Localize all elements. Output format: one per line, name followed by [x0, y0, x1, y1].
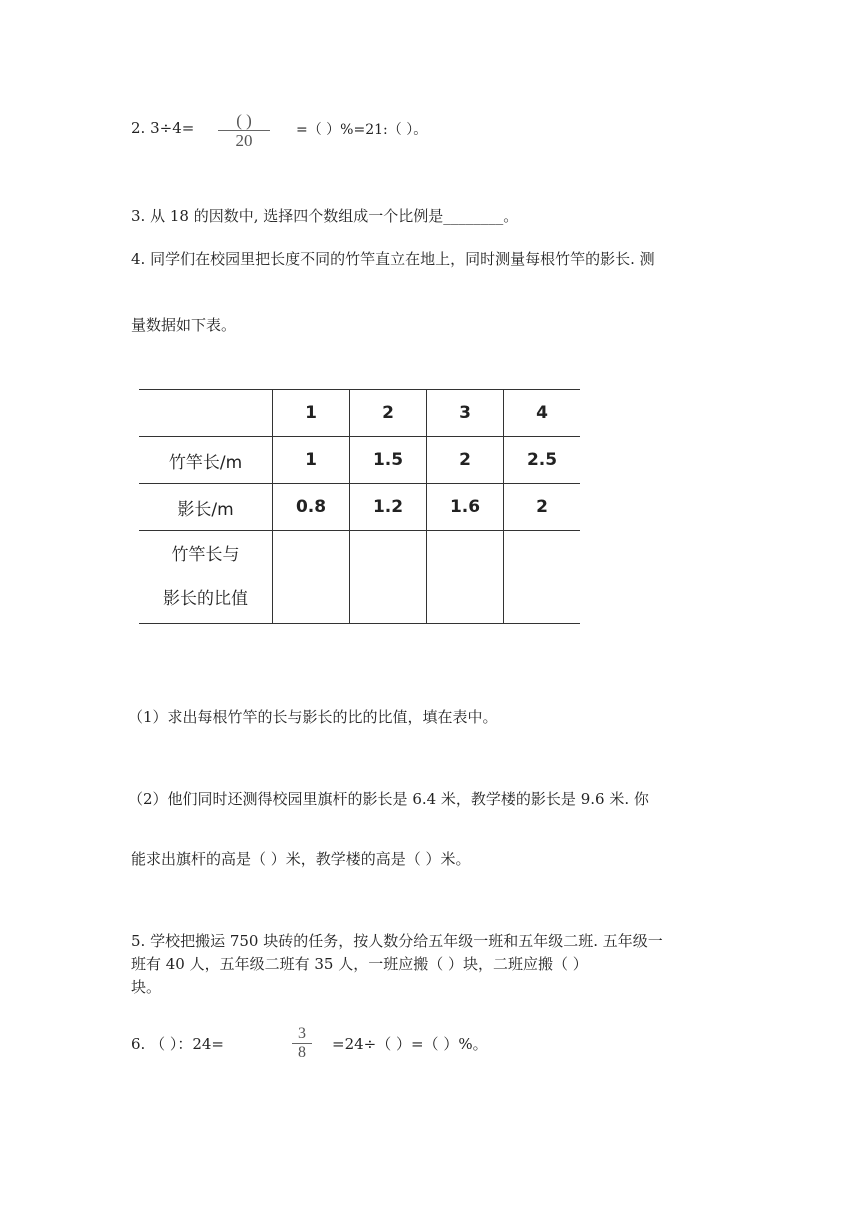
q2-fraction — [218, 112, 270, 151]
q2-fraction-numerator: ( ) — [236, 111, 252, 130]
q5-line1: 5. 学校把搬运 750 块砖的任务，按人数分给五年级一班和五年级二班. 五年级一 — [131, 932, 663, 950]
ratio-label-line2: 影长的比值 — [163, 589, 248, 609]
q2-prefix: 2. 3÷4= — [131, 119, 195, 137]
table-row-ratio — [139, 531, 580, 624]
table-cell: 2 — [504, 484, 581, 531]
answer-blank-cell[interactable] — [273, 531, 350, 624]
table-header-cell: 2 — [350, 390, 427, 437]
q6-fraction-numerator: 3 — [298, 1025, 306, 1042]
table-cell: 2 — [427, 437, 504, 484]
q6-prefix: 6. （ ）：24= — [131, 1035, 225, 1053]
table-row-label: 影长/m — [139, 484, 273, 531]
answer-blank-cell[interactable] — [350, 531, 427, 624]
table-cell: 1.2 — [350, 484, 427, 531]
table-cell: 1.6 — [427, 484, 504, 531]
q4-line1: 4. 同学们在校园里把长度不同的竹竿直立在地上，同时测量每根竹竿的影长. 测 — [131, 250, 655, 268]
q4-sub2-line2: 能求出旗杆的高是（ ）米，教学楼的高是（ ）米。 — [131, 850, 471, 868]
q6-fraction-denominator: 8 — [292, 1043, 312, 1062]
ratio-label-line1: 竹竿长与 — [171, 545, 240, 565]
q3-text: 3. 从 18 的因数中, 选择四个数组成一个比例是________。 — [131, 207, 519, 225]
q5-line3: 块。 — [131, 978, 162, 996]
q4-sub1: （1）求出每根竹竿的长与影长的比的比值，填在表中。 — [128, 708, 498, 726]
q2-fraction-denominator: 20 — [218, 130, 270, 151]
table-row — [139, 484, 580, 531]
answer-blank-cell[interactable] — [504, 531, 581, 624]
table-header-cell: 4 — [504, 390, 581, 437]
table-header-cell: 3 — [427, 390, 504, 437]
table-row-label: 竹竿长/m — [139, 437, 273, 484]
answer-blank-cell[interactable] — [427, 531, 504, 624]
q4-sub2-line1: （2）他们同时还测得校园里旗杆的影长是 6.4 米，教学楼的影长是 9.6 米. 你 — [128, 790, 649, 808]
q2-rest: =（ ）%=21:（ ）。 — [296, 122, 428, 138]
table-header-cell: 1 — [273, 390, 350, 437]
q6-fraction — [292, 1025, 312, 1062]
measurement-table — [139, 389, 580, 624]
table-cell: 1 — [273, 437, 350, 484]
q6-rest: =24÷（ ）=（ ）%。 — [332, 1035, 488, 1053]
table-header-cell — [139, 390, 273, 437]
q4-line2: 量数据如下表。 — [131, 316, 237, 334]
table-cell: 2.5 — [504, 437, 581, 484]
table-row — [139, 437, 580, 484]
table-row-label — [139, 531, 273, 624]
table-header-row — [139, 390, 580, 437]
q5-line2: 班有 40 人，五年级二班有 35 人，一班应搬（ ）块，二班应搬（ ） — [131, 955, 588, 973]
table-cell: 1.5 — [350, 437, 427, 484]
table-cell: 0.8 — [273, 484, 350, 531]
